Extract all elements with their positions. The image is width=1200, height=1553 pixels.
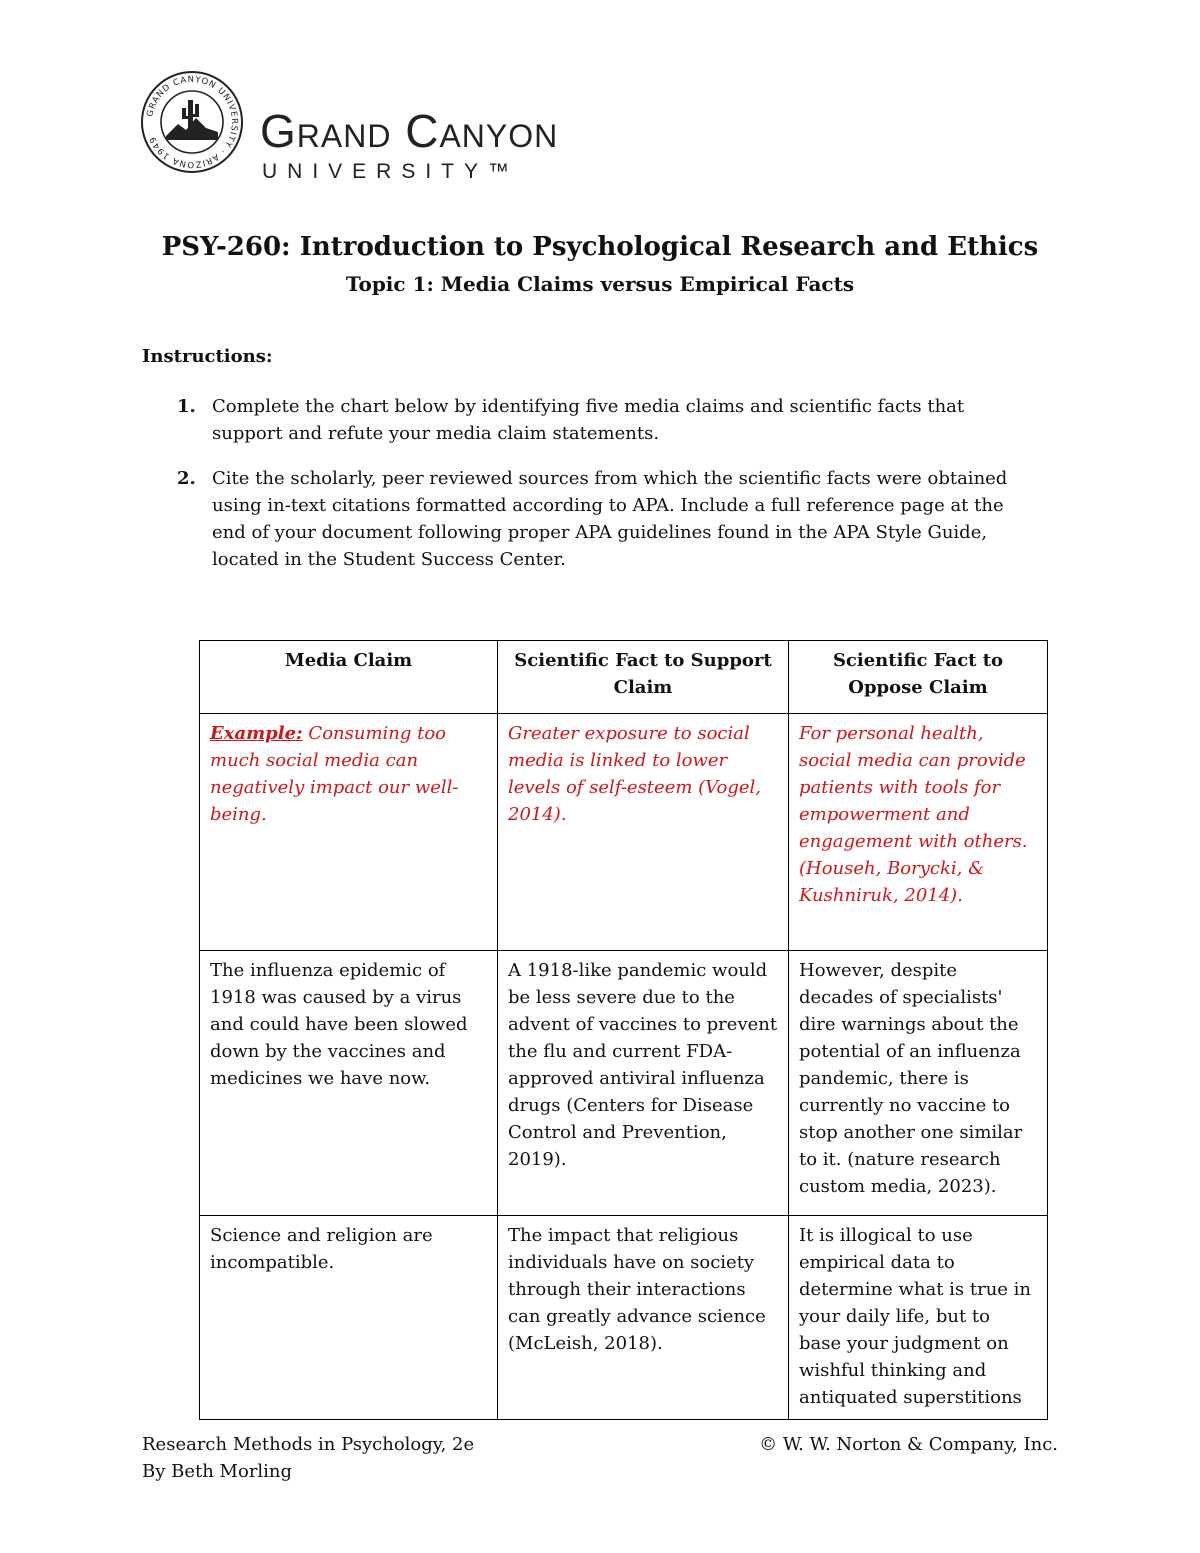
oppose-cell: However, despite decades of specialists' dire warnings about the potential of an influenza pandemic, there is currently no vaccine to stop another one similar to it. (nature research custom media, 2023). xyxy=(789,951,1048,1216)
example-claim-cell xyxy=(200,714,498,951)
example-oppose-cell: For personal health, social media can provide patients with tools for empowerment and engagement with others. (Househ, Borycki, & Kushniruk, 2014). xyxy=(789,714,1048,951)
table-header-row xyxy=(200,641,1048,714)
footer-copyright: © W. W. Norton & Company, Inc. xyxy=(759,1434,1058,1455)
example-label: Example: xyxy=(210,723,303,744)
wordmark-line1: Grand Canyon xyxy=(260,105,559,157)
university-logo xyxy=(140,70,640,183)
document-subtitle: Topic 1: Media Claims versus Empirical Facts xyxy=(345,272,855,296)
oppose-cell: It is illogical to use empirical data to determine what is true in your daily life, but to base your judgment on wishful thinking and antiquated superstitions xyxy=(789,1216,1048,1420)
claims-table xyxy=(199,640,1048,1420)
instructions-list xyxy=(142,393,1032,591)
claim-cell: The influenza epidemic of 1918 was caused by a virus and could have been slowed down by the vaccines and medicines we have now. xyxy=(200,951,498,1216)
instruction-step xyxy=(142,465,1032,573)
step-text: Complete the chart below by identifying five media claims and scientific facts that support and refute your media claim statements. xyxy=(212,396,965,444)
footer-book-title: Research Methods in Psychology, 2e xyxy=(142,1434,475,1455)
table-row xyxy=(200,1216,1048,1420)
university-wordmark xyxy=(260,70,558,184)
header-media-claim: Media Claim xyxy=(200,641,498,714)
step-number: 2. xyxy=(177,468,196,489)
example-row xyxy=(200,714,1048,951)
document-title: PSY-260: Introduction to Psychological Research and Ethics xyxy=(161,232,1039,262)
support-cell: A 1918-like pandemic would be less severe due to the advent of vaccines to prevent the flu and current FDA-approved antiviral influenza drugs (Centers for Disease Control and Prevention, 2019). xyxy=(498,951,789,1216)
wordmark-line2: UNIVERSITY™ xyxy=(262,160,520,183)
footer-left xyxy=(142,1431,474,1485)
instruction-step xyxy=(142,393,1032,447)
svg-text:GRAND CANYON UNIVERSITY · ARIZ: GRAND CANYON UNIVERSITY · ARIZONA 1949 xyxy=(145,74,240,170)
table-row xyxy=(200,951,1048,1216)
instructions-heading: Instructions: xyxy=(142,346,273,367)
header-support: Scientific Fact to Support Claim xyxy=(498,641,789,714)
example-support-cell: Greater exposure to social media is linked to lower levels of self-esteem (Vogel, 2014). xyxy=(498,714,789,951)
example-claim-text: Consuming too much social media can negatively impact our well-being. xyxy=(210,723,459,825)
header-oppose: Scientific Fact to Oppose Claim xyxy=(789,641,1048,714)
footer-author: By Beth Morling xyxy=(142,1461,293,1482)
step-text: Cite the scholarly, peer reviewed sources from which the scientific facts were obtained using in-text citations formatted according to APA. Include a full reference page at the end of your document following proper APA guidelines found in the APA Style Guide, located in the Student Success Center. xyxy=(212,468,1008,570)
support-cell: The impact that religious individuals have on society through their interactions can greatly advance science (McLeish, 2018). xyxy=(498,1216,789,1420)
university-seal-icon xyxy=(140,70,244,174)
claim-cell: Science and religion are incompatible. xyxy=(200,1216,498,1420)
step-number: 1. xyxy=(177,396,196,417)
